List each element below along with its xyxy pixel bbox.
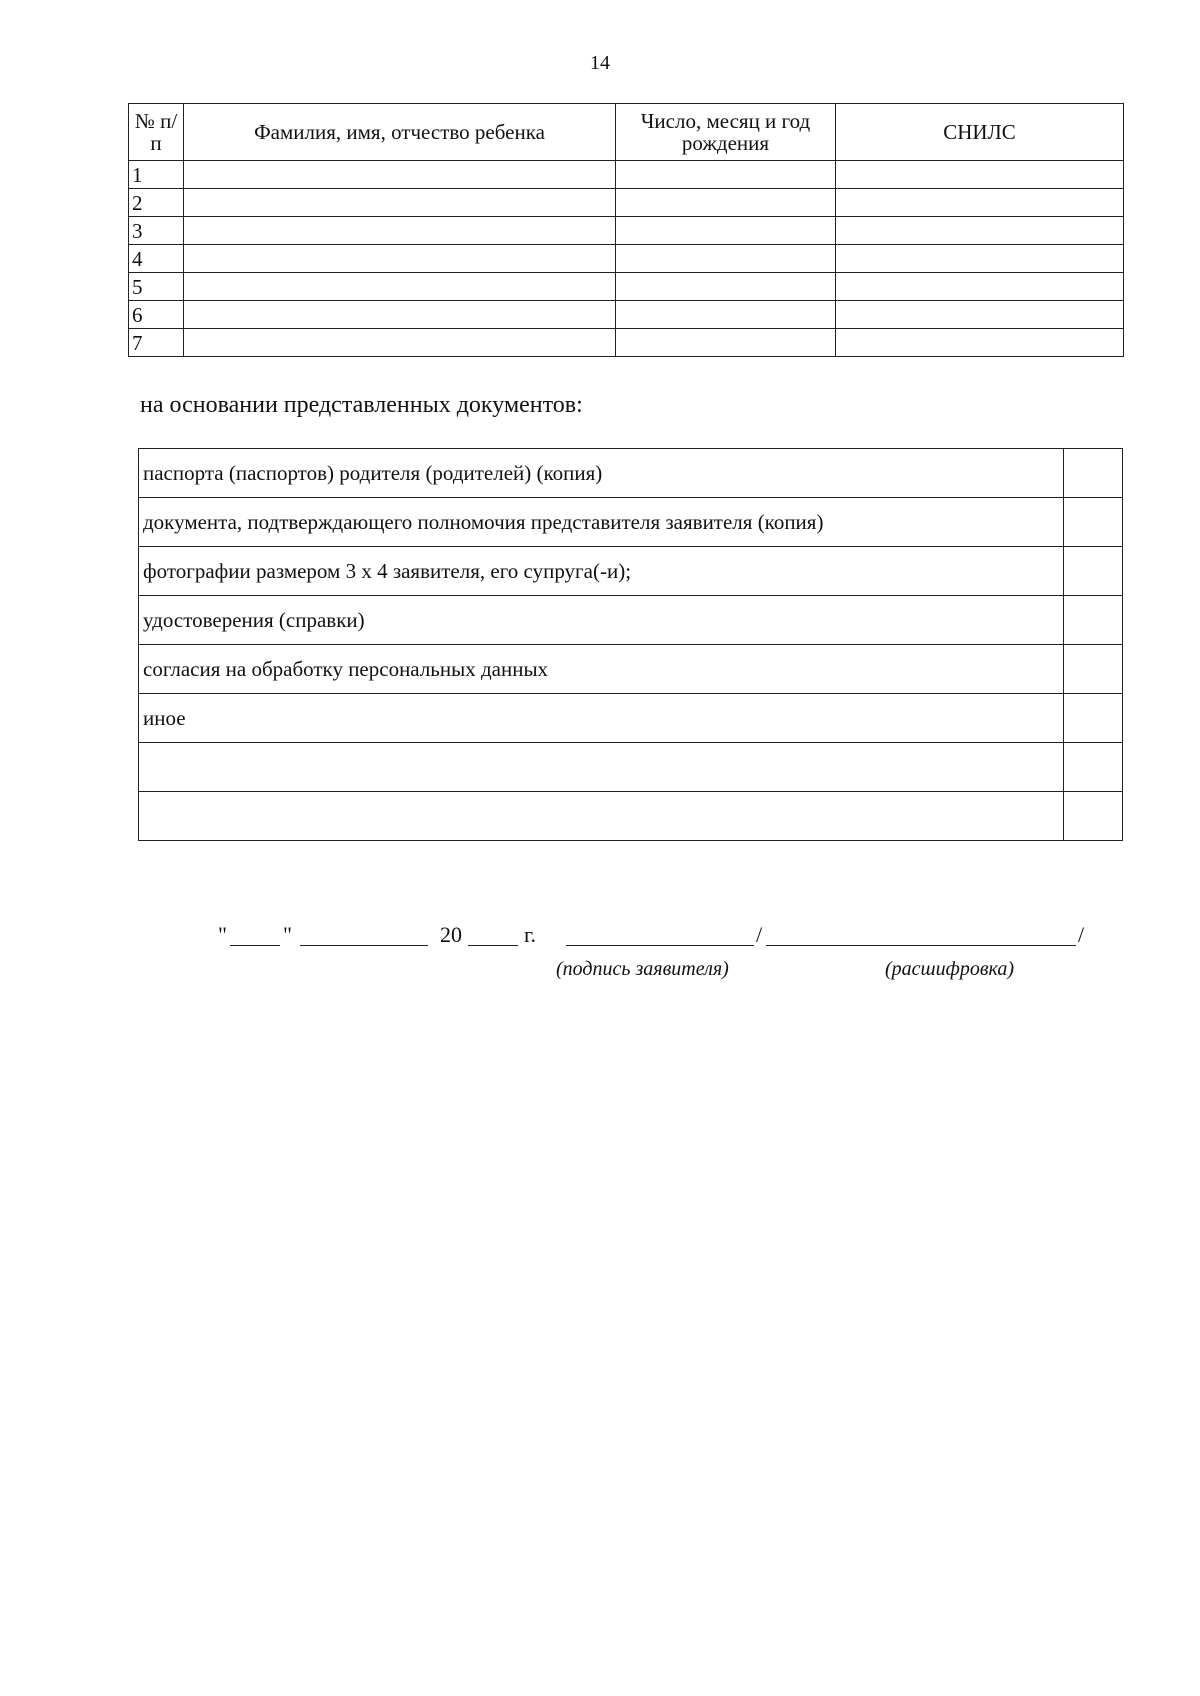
day-field[interactable]	[230, 945, 280, 946]
birth-cell[interactable]	[616, 189, 836, 217]
birth-cell[interactable]	[616, 329, 836, 357]
decoding-field[interactable]	[766, 945, 1076, 946]
open-quote: "	[218, 922, 227, 947]
year-suffix: г.	[524, 922, 537, 947]
document-checkbox[interactable]	[1064, 645, 1123, 694]
document-label: паспорта (паспортов) родителя (родителей) (копия)	[139, 449, 1064, 498]
documents-intro: на основании представленных документов:	[140, 392, 583, 418]
document-checkbox[interactable]	[1064, 449, 1123, 498]
slash-left: /	[756, 922, 763, 947]
name-cell[interactable]	[184, 301, 616, 329]
table-row	[129, 301, 1124, 329]
month-field[interactable]	[300, 945, 428, 946]
table-row	[129, 329, 1124, 357]
document-row	[139, 694, 1123, 743]
row-number: 2	[129, 189, 184, 217]
table-row	[129, 245, 1124, 273]
document-row	[139, 449, 1123, 498]
row-number: 3	[129, 217, 184, 245]
snils-cell[interactable]	[836, 217, 1124, 245]
children-table	[128, 103, 1124, 357]
birth-cell[interactable]	[616, 217, 836, 245]
decoding-caption: (расшифровка)	[885, 958, 1015, 980]
header-snils: СНИЛС	[836, 104, 1124, 161]
document-label: фотографии размером 3 х 4 заявителя, его супруга(-и);	[139, 547, 1064, 596]
snils-cell[interactable]	[836, 189, 1124, 217]
signature-field[interactable]	[566, 945, 754, 946]
table-row	[129, 217, 1124, 245]
year-field[interactable]	[468, 945, 518, 946]
signature-caption: (подпись заявителя)	[556, 958, 729, 980]
document-label: документа, подтверждающего полномочия представителя заявителя (копия)	[139, 498, 1064, 547]
close-quote: "	[283, 922, 292, 947]
snils-cell[interactable]	[836, 161, 1124, 189]
document-row	[139, 645, 1123, 694]
name-cell[interactable]	[184, 245, 616, 273]
birth-cell[interactable]	[616, 301, 836, 329]
snils-cell[interactable]	[836, 329, 1124, 357]
table-row	[129, 189, 1124, 217]
snils-cell[interactable]	[836, 245, 1124, 273]
name-cell[interactable]	[184, 273, 616, 301]
children-table-header-row	[129, 104, 1124, 161]
row-number: 7	[129, 329, 184, 357]
snils-cell[interactable]	[836, 301, 1124, 329]
document-row	[139, 498, 1123, 547]
name-cell[interactable]	[184, 217, 616, 245]
header-num: № п/п	[129, 104, 184, 161]
row-number: 1	[129, 161, 184, 189]
document-label-blank[interactable]	[139, 792, 1064, 841]
documents-table	[138, 448, 1123, 841]
document-row-blank	[139, 743, 1123, 792]
document-checkbox[interactable]	[1064, 792, 1123, 841]
document-label: удостоверения (справки)	[139, 596, 1064, 645]
year-prefix: 20	[440, 922, 462, 947]
header-name: Фамилия, имя, отчество ребенка	[184, 104, 616, 161]
document-checkbox[interactable]	[1064, 743, 1123, 792]
document-label-blank[interactable]	[139, 743, 1064, 792]
document-checkbox[interactable]	[1064, 498, 1123, 547]
page-number: 14	[590, 52, 610, 74]
row-number: 5	[129, 273, 184, 301]
document-checkbox[interactable]	[1064, 596, 1123, 645]
table-row	[129, 161, 1124, 189]
document-checkbox[interactable]	[1064, 694, 1123, 743]
document-row	[139, 596, 1123, 645]
document-checkbox[interactable]	[1064, 547, 1123, 596]
row-number: 6	[129, 301, 184, 329]
snils-cell[interactable]	[836, 273, 1124, 301]
table-row	[129, 273, 1124, 301]
row-number: 4	[129, 245, 184, 273]
document-label: согласия на обработку персональных данных	[139, 645, 1064, 694]
birth-cell[interactable]	[616, 161, 836, 189]
document-row	[139, 547, 1123, 596]
name-cell[interactable]	[184, 329, 616, 357]
name-cell[interactable]	[184, 161, 616, 189]
birth-cell[interactable]	[616, 273, 836, 301]
header-birth: Число, месяц и год рождения	[616, 104, 836, 161]
birth-cell[interactable]	[616, 245, 836, 273]
document-label: иное	[139, 694, 1064, 743]
name-cell[interactable]	[184, 189, 616, 217]
slash-right: /	[1078, 922, 1085, 947]
document-row-blank	[139, 792, 1123, 841]
